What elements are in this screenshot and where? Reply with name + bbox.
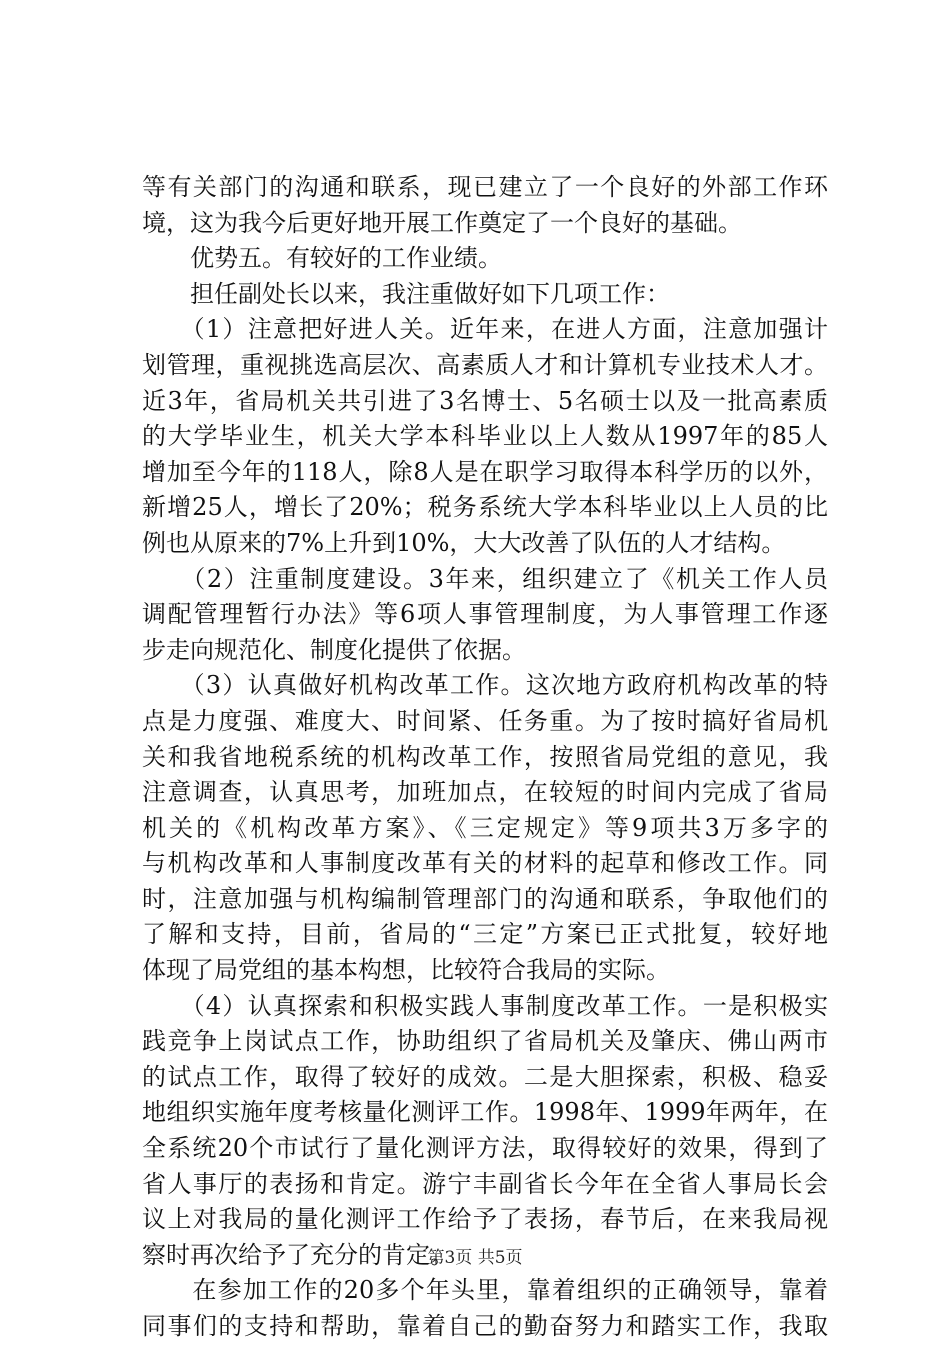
text-line: 践竞争上岗试点工作，协助组织了省局机关及肇庆、佛山两市 <box>142 1027 828 1056</box>
text-line: 关和我省地税系统的机构改革工作，按照省局党组的意见，我 <box>142 742 828 771</box>
text-line: 担任副处长以来，我注重做好如下几项工作： <box>142 279 670 308</box>
text-line: 同事们的支持和帮助，靠着自己的勤奋努力和踏实工作，我取 <box>142 1312 828 1340</box>
text-line: 近3年，省局机关共引进了3名博士、5名硕士以及一批高素质 <box>142 386 828 415</box>
text-line: （4）认真探索和积极实践人事制度改革工作。一是积极实 <box>142 991 828 1020</box>
text-line: 优势五。有较好的工作业绩。 <box>142 244 502 273</box>
text-line: 议上对我局的量化测评工作给予了表扬，春节后，在来我局视 <box>142 1205 828 1234</box>
page-footer: 第3页 共5页 <box>427 1248 523 1268</box>
text-line: 机关的《机构改革方案》、《三定规定》等9项共3万多字的 <box>142 813 828 842</box>
text-line: 的大学毕业生，机关大学本科毕业以上人数从1997年的85人 <box>142 422 828 451</box>
text-line: 点是力度强、难度大、时间紧、任务重。为了按时搞好省局机 <box>142 706 828 735</box>
text-line: 体现了局党组的基本构想，比较符合我局的实际。 <box>142 956 670 985</box>
text-line: 调配管理暂行办法》等6项人事管理制度，为人事管理工作逐 <box>142 600 828 629</box>
text-line: （1）注意把好进人关。近年来，在进人方面，注意加强计 <box>142 315 828 344</box>
text-line: （3）认真做好机构改革工作。这次地方政府机构改革的特 <box>142 671 828 700</box>
text-line: 了解和支持，目前，省局的“三定”方案已正式批复，较好地 <box>142 920 828 949</box>
text-line: 在参加工作的20多个年头里，靠着组织的正确领导，靠着 <box>142 1276 828 1305</box>
text-line: 划管理，重视挑选高层次、高素质人才和计算机专业技术人才。 <box>142 350 828 379</box>
text-line: 新增25人，增长了20%；税务系统大学本科毕业以上人员的比 <box>142 493 828 522</box>
text-line: 境，这为我今后更好地开展工作奠定了一个良好的基础。 <box>142 208 742 237</box>
text-line: 地组织实施年度考核量化测评工作。1998年、1999年两年，在 <box>142 1098 828 1127</box>
text-line: 增加至今年的118人，除8人是在职学习取得本科学历的以外， <box>142 457 828 486</box>
text-line: 全系统20个市试行了量化测评方法，取得较好的效果，得到了 <box>142 1134 828 1163</box>
document-body <box>142 170 828 1345</box>
text-line: （2）注重制度建设。3年来，组织建立了《机关工作人员 <box>142 564 828 593</box>
text-line: 的试点工作，取得了较好的成效。二是大胆探索，积极、稳妥 <box>142 1062 828 1091</box>
text-line: 省人事厅的表扬和肯定。游宁丰副省长今年在全省人事局长会 <box>142 1169 828 1198</box>
text-line: 与机构改革和人事制度改革有关的材料的起草和修改工作。同 <box>142 849 828 878</box>
text-line: 察时再次给予了充分的肯定。 <box>142 1240 454 1269</box>
text-line: 等有关部门的沟通和联系，现已建立了一个良好的外部工作环 <box>142 173 828 201</box>
text-line: 例也从原来的7%上升到10%，大大改善了队伍的人才结构。 <box>142 528 786 557</box>
text-line: 注意调查，认真思考，加班加点，在较短的时间内完成了省局 <box>142 778 828 807</box>
text-line: 时，注意加强与机构编制管理部门的沟通和联系，争取他们的 <box>142 884 828 913</box>
text-line: 步走向规范化、制度化提供了依据。 <box>142 635 526 664</box>
